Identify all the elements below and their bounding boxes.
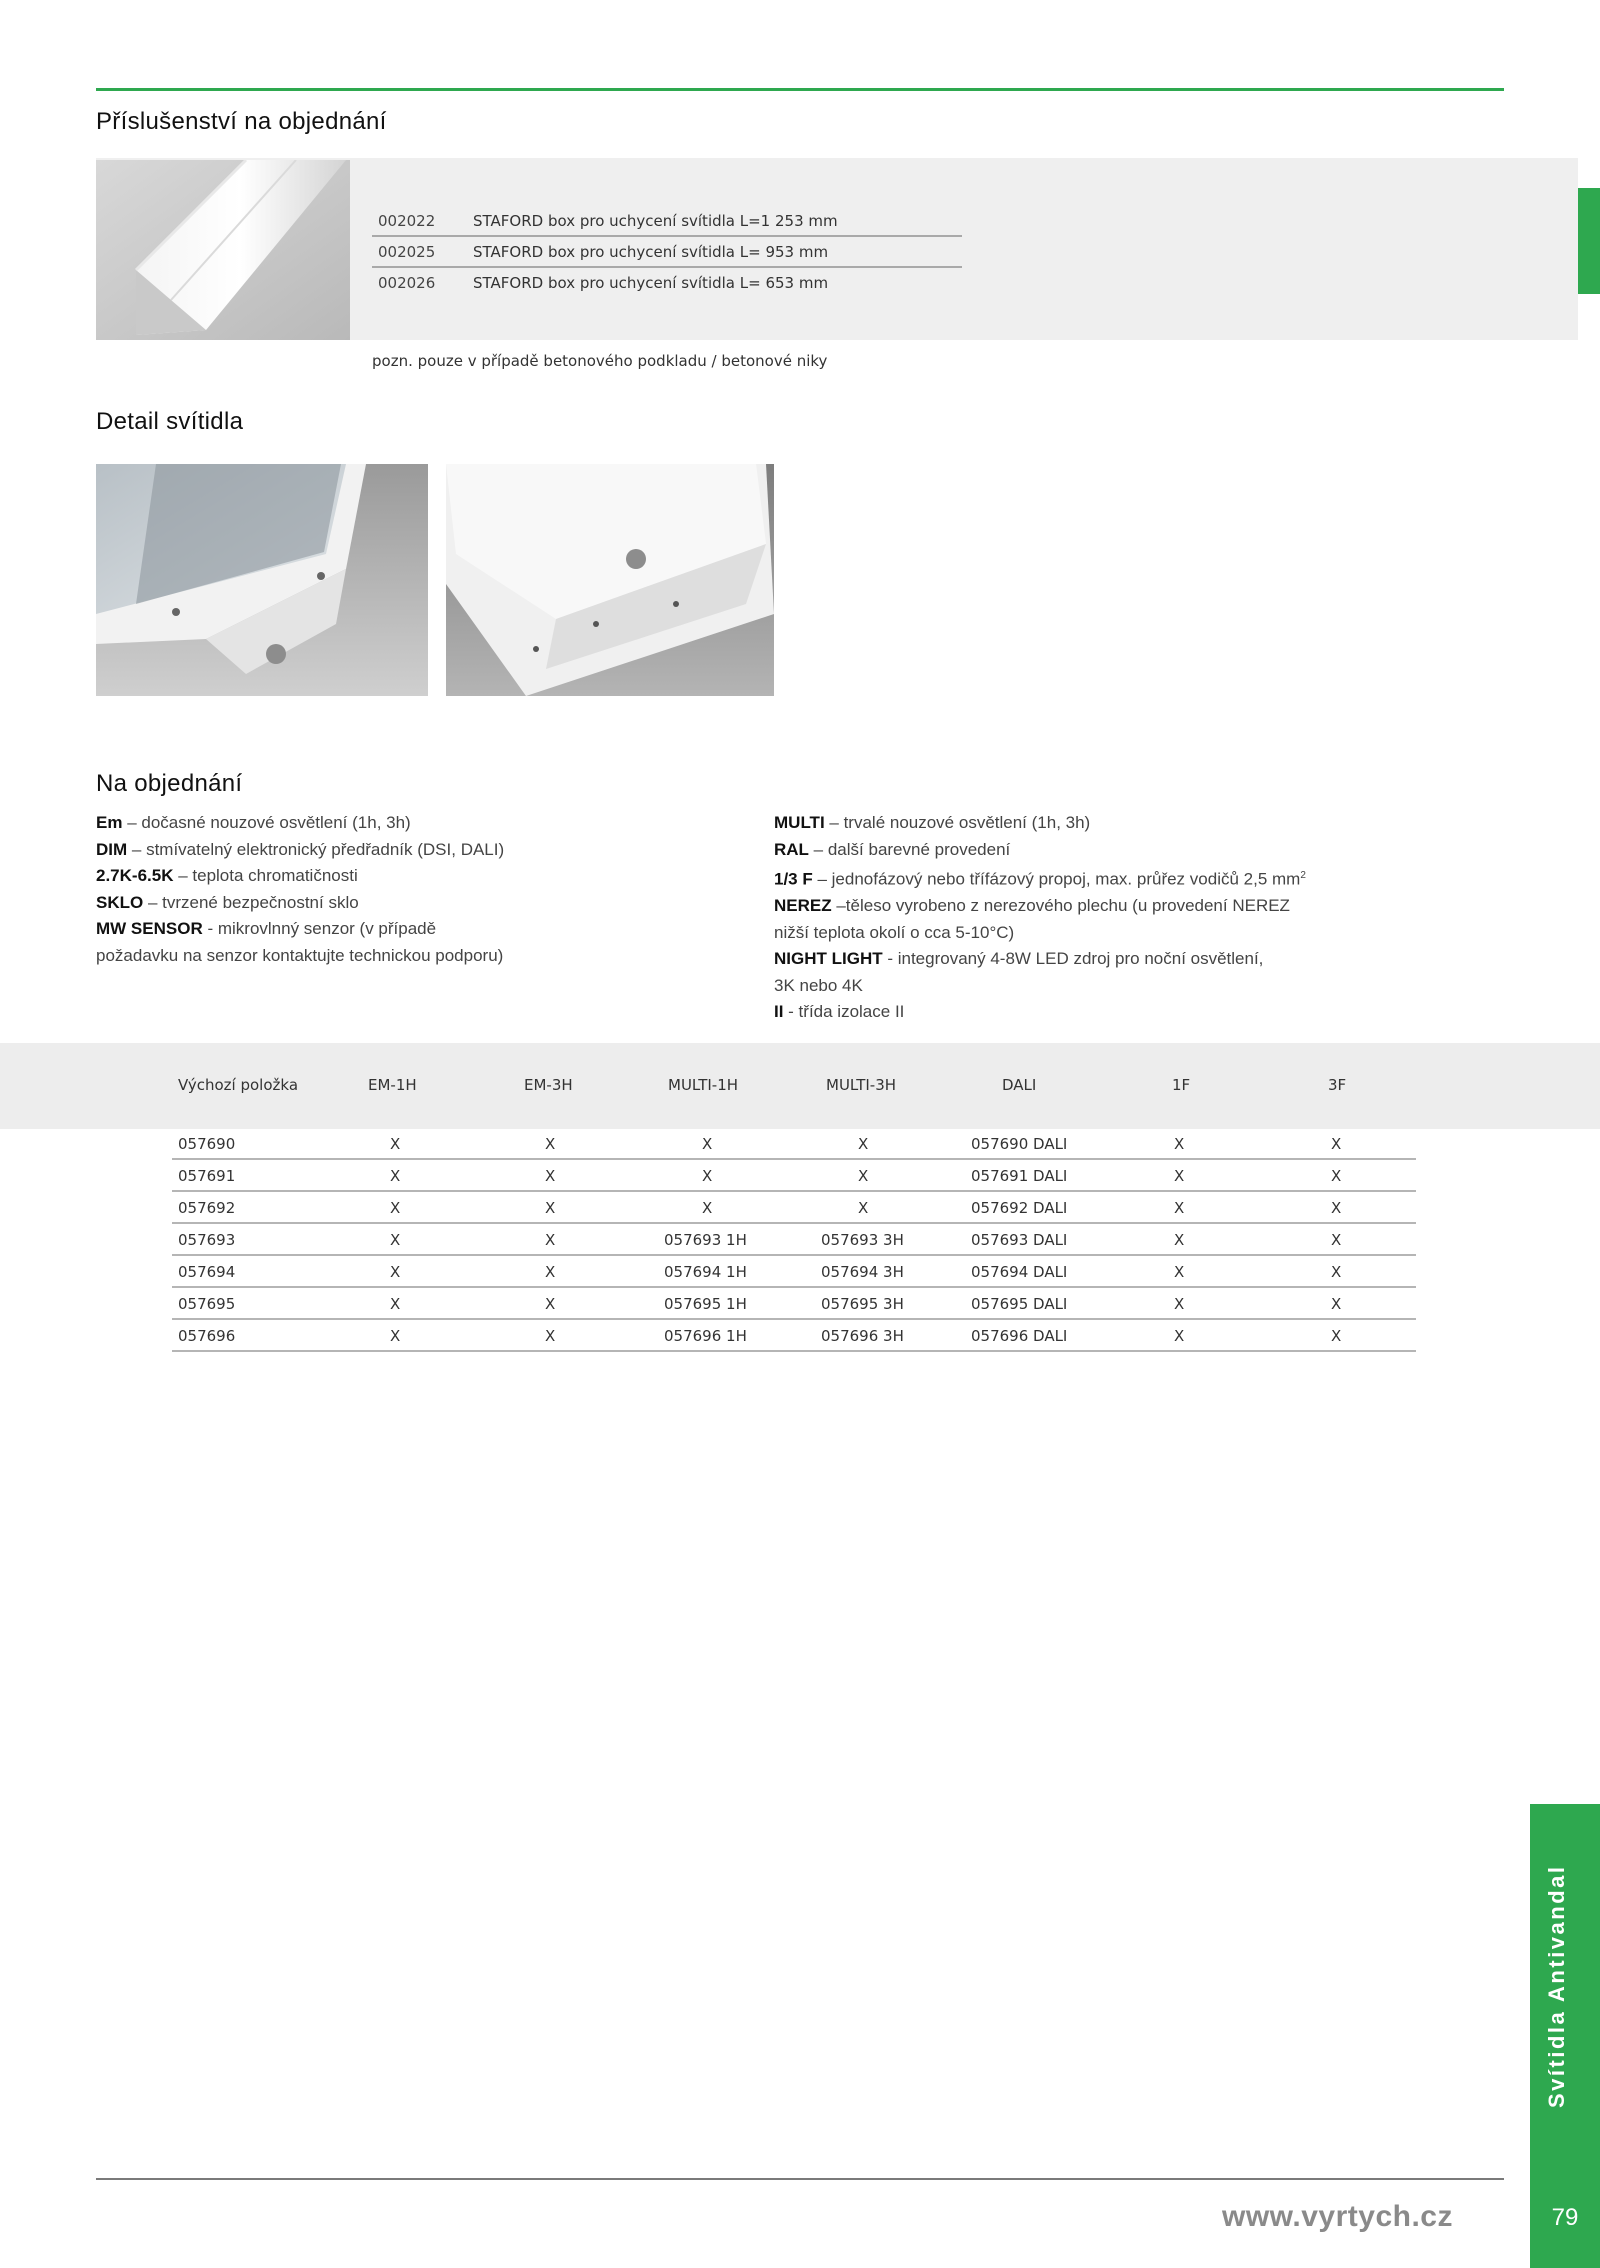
accessories-note: pozn. pouze v případě betonového podkladu / betonové niky bbox=[372, 352, 828, 370]
table-cell: 057690 DALI bbox=[971, 1135, 1068, 1153]
table-cell: X bbox=[1174, 1263, 1185, 1281]
table-cell: X bbox=[545, 1167, 556, 1185]
accessory-row bbox=[372, 237, 962, 268]
option-line bbox=[96, 890, 796, 917]
option-term: SKLO bbox=[96, 892, 144, 912]
option-term: MW SENSOR bbox=[96, 919, 203, 938]
table-cell: X bbox=[1331, 1263, 1342, 1281]
option-term: MULTI bbox=[774, 813, 825, 832]
option-text: požadavku na senzor kontaktujte technickou podporu) bbox=[96, 945, 504, 965]
website-link[interactable]: www.vyrtych.cz bbox=[1222, 2200, 1453, 2233]
option-text: – stmívatelný elektronický předřadník (DSI, DALI) bbox=[127, 839, 505, 859]
option-term: NEREZ bbox=[774, 896, 832, 916]
option-line bbox=[774, 893, 1494, 920]
column-header: MULTI-1H bbox=[668, 1076, 739, 1094]
table-cell: X bbox=[545, 1231, 556, 1249]
ordering-options-right bbox=[774, 810, 1494, 1026]
option-text: – jednofázový nebo třífázový propoj, max. průřez vodičů 2,5 mm bbox=[812, 869, 1301, 889]
option-text: – dočasné nouzové osvětlení (1h, 3h) bbox=[122, 813, 411, 832]
table-row bbox=[172, 1192, 1416, 1224]
option-term: 2.7K-6.5K bbox=[96, 866, 174, 885]
table-cell: X bbox=[702, 1167, 713, 1185]
option-line bbox=[96, 863, 796, 890]
table-cell: X bbox=[390, 1231, 401, 1249]
product-table bbox=[172, 1128, 1416, 1352]
table-cell: 057693 1H bbox=[664, 1231, 747, 1249]
option-text: – teplota chromatičnosti bbox=[173, 866, 358, 885]
table-cell: X bbox=[390, 1327, 401, 1345]
option-line bbox=[774, 837, 1494, 864]
column-header: 1F bbox=[1172, 1076, 1191, 1094]
table-cell: X bbox=[1331, 1199, 1342, 1217]
table-cell: 057696 1H bbox=[664, 1327, 747, 1345]
option-term: Em bbox=[96, 813, 123, 832]
table-cell: X bbox=[390, 1167, 401, 1185]
option-term: NIGHT LIGHT bbox=[774, 949, 883, 969]
table-cell: 057695 DALI bbox=[971, 1295, 1068, 1313]
accessory-code: 002022 bbox=[378, 211, 436, 230]
column-header: 3F bbox=[1328, 1076, 1347, 1094]
option-text: 3K nebo 4K bbox=[774, 975, 863, 995]
table-row bbox=[172, 1256, 1416, 1288]
option-line bbox=[774, 920, 1494, 947]
option-text: nižší teplota okolí o cca 5-10°C) bbox=[774, 922, 1015, 942]
table-cell: 057693 DALI bbox=[971, 1231, 1068, 1249]
accessory-description: STAFORD box pro uchycení svítidla L=1 253 mm bbox=[473, 211, 838, 230]
option-term: II bbox=[774, 1002, 784, 1022]
column-header: Výchozí položka bbox=[178, 1076, 299, 1094]
table-row bbox=[172, 1320, 1416, 1352]
page-number: 79 bbox=[1551, 2204, 1579, 2231]
column-header: MULTI-3H bbox=[826, 1076, 897, 1094]
option-text: - integrovaný 4-8W LED zdroj pro noční osvětlení, bbox=[882, 949, 1264, 969]
table-cell: X bbox=[1331, 1231, 1342, 1249]
table-cell: X bbox=[390, 1199, 401, 1217]
column-header: DALI bbox=[1002, 1076, 1037, 1094]
luminaire-detail-photo-1 bbox=[96, 464, 428, 696]
option-term: 1/3 F bbox=[774, 869, 813, 889]
option-line bbox=[96, 916, 796, 943]
table-cell: X bbox=[1174, 1167, 1185, 1185]
table-cell: X bbox=[545, 1327, 556, 1345]
option-line bbox=[96, 943, 796, 970]
column-header: EM-3H bbox=[524, 1076, 573, 1094]
table-cell: 057692 bbox=[178, 1199, 236, 1217]
accessory-code: 002026 bbox=[378, 273, 436, 292]
table-cell: X bbox=[1174, 1327, 1185, 1345]
table-cell: X bbox=[1174, 1295, 1185, 1313]
option-line bbox=[774, 810, 1494, 837]
table-cell: X bbox=[702, 1199, 713, 1217]
option-text: - třída izolace II bbox=[783, 1002, 905, 1022]
table-cell: 057690 bbox=[178, 1135, 236, 1153]
table-cell: X bbox=[1331, 1135, 1342, 1153]
table-cell: 057694 bbox=[178, 1263, 236, 1281]
accessories-table bbox=[372, 206, 962, 297]
ordering-options-left bbox=[96, 810, 796, 969]
table-cell: 057696 bbox=[178, 1327, 236, 1345]
accessories-title: Příslušenství na objednání bbox=[96, 108, 387, 135]
option-line bbox=[96, 810, 796, 837]
option-line bbox=[774, 946, 1494, 973]
table-cell: X bbox=[1174, 1135, 1185, 1153]
table-cell: 057693 3H bbox=[821, 1231, 904, 1249]
table-cell: X bbox=[702, 1135, 713, 1153]
header-rule bbox=[96, 88, 1504, 91]
ordering-title: Na objednání bbox=[96, 770, 243, 797]
table-cell: X bbox=[1331, 1295, 1342, 1313]
option-text: –těleso vyrobeno z nerezového plechu (u provedení NEREZ bbox=[831, 896, 1290, 916]
column-header: EM-1H bbox=[368, 1076, 417, 1094]
accessory-description: STAFORD box pro uchycení svítidla L= 653 mm bbox=[473, 273, 829, 292]
table-cell: 057695 1H bbox=[664, 1295, 747, 1313]
table-cell: X bbox=[545, 1295, 556, 1313]
table-cell: X bbox=[1331, 1167, 1342, 1185]
accessory-row bbox=[372, 268, 962, 297]
option-line bbox=[774, 863, 1494, 893]
table-cell: X bbox=[545, 1135, 556, 1153]
option-text: – další barevné provedení bbox=[808, 839, 1011, 859]
table-cell: X bbox=[390, 1295, 401, 1313]
accessory-code: 002025 bbox=[378, 242, 436, 261]
option-line bbox=[774, 999, 1494, 1026]
table-cell: 057694 1H bbox=[664, 1263, 747, 1281]
accessory-row bbox=[372, 206, 962, 237]
option-text: - mikrovlnný senzor (v případě bbox=[202, 919, 437, 938]
option-term: RAL bbox=[774, 839, 809, 859]
table-cell: X bbox=[858, 1135, 869, 1153]
staford-box-photo bbox=[96, 160, 350, 340]
option-superscript: 2 bbox=[1300, 870, 1306, 881]
table-cell: 057695 bbox=[178, 1295, 236, 1313]
table-cell: X bbox=[1174, 1231, 1185, 1249]
luminaire-detail-photo-2 bbox=[446, 464, 774, 696]
table-cell: X bbox=[390, 1263, 401, 1281]
table-cell: X bbox=[1174, 1199, 1185, 1217]
table-row bbox=[172, 1160, 1416, 1192]
table-row bbox=[172, 1224, 1416, 1256]
side-category-tab bbox=[1530, 1804, 1600, 2268]
table-cell: 057695 3H bbox=[821, 1295, 904, 1313]
option-term: DIM bbox=[96, 839, 128, 859]
table-cell: 057691 bbox=[178, 1167, 236, 1185]
table-cell: 057694 DALI bbox=[971, 1263, 1068, 1281]
table-cell: 057696 3H bbox=[821, 1327, 904, 1345]
option-line bbox=[774, 973, 1494, 1000]
table-row bbox=[172, 1128, 1416, 1160]
table-row bbox=[172, 1288, 1416, 1320]
table-cell: 057696 DALI bbox=[971, 1327, 1068, 1345]
table-cell: X bbox=[858, 1199, 869, 1217]
table-cell: X bbox=[1331, 1327, 1342, 1345]
table-cell: X bbox=[545, 1199, 556, 1217]
table-cell: 057691 DALI bbox=[971, 1167, 1068, 1185]
option-text: – tvrzené bezpečnostní sklo bbox=[143, 892, 359, 912]
table-cell: 057692 DALI bbox=[971, 1199, 1068, 1217]
option-text: – trvalé nouzové osvětlení (1h, 3h) bbox=[824, 813, 1091, 832]
table-cell: X bbox=[390, 1135, 401, 1153]
option-line bbox=[96, 837, 796, 864]
table-cell: X bbox=[545, 1263, 556, 1281]
side-category-label: Svítidla Antivandal bbox=[1544, 1864, 1569, 2108]
table-cell: 057694 3H bbox=[821, 1263, 904, 1281]
detail-title: Detail svítidla bbox=[96, 408, 244, 435]
accessory-description: STAFORD box pro uchycení svítidla L= 953 mm bbox=[473, 242, 829, 261]
table-cell: X bbox=[858, 1167, 869, 1185]
footer-rule bbox=[96, 2178, 1504, 2180]
table-cell: 057693 bbox=[178, 1231, 236, 1249]
